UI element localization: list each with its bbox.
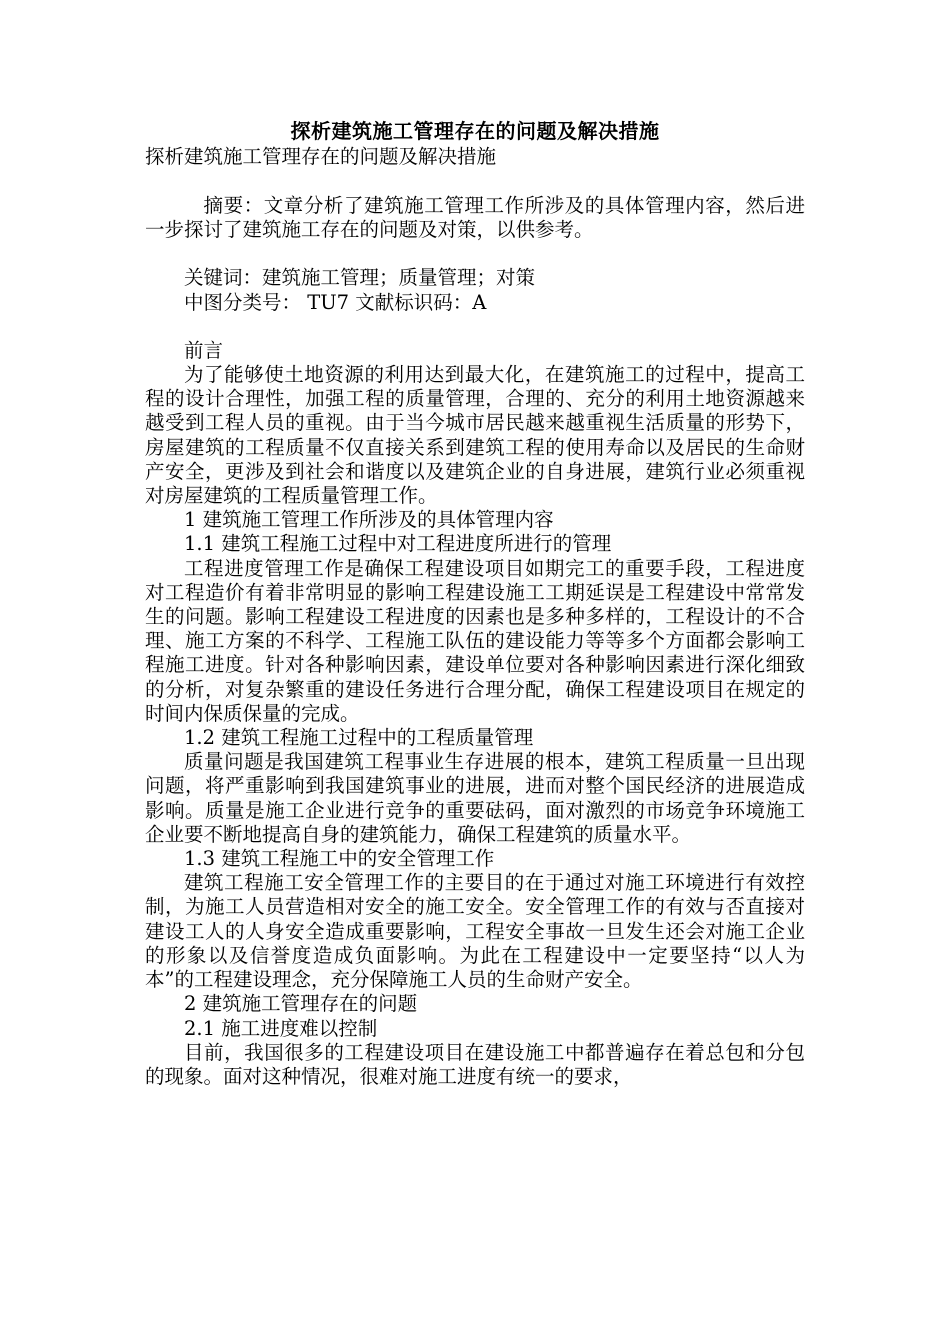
section-1-2-heading: 1.2 建筑工程施工过程中的工程质量管理 [184,726,534,750]
preface-paragraph: 为了能够使土地资源的利用达到最大化，在建筑施工的过程中，提高工程的设计合理性，加强工程的质量管理，合理的、充分的利用土地资源越来越受到工程人员的重视。由于当今城市居民越来越重视生活质量的形势下，房屋建筑的工程质量不仅直接关系到建筑工程的使用寿命以及居民的生命财产安全，更涉及到社会和谐度以及建筑企业的自身进展，建筑行业必须重视对房屋建筑的工程质量管理工作。 [145,363,805,508]
section-2-1-paragraph: 目前，我国很多的工程建设项目在建设施工中都普遍存在着总包和分包的现象。面对这种情况，很难对施工进度有统一的要求， [145,1040,805,1088]
section-2-heading: 2 建筑施工管理存在的问题 [184,992,418,1016]
document-body [145,118,805,1089]
section-1-3-heading: 1.3 建筑工程施工中的安全管理工作 [184,847,495,871]
classification-line: 中图分类号： TU7 文献标识码：A [184,290,487,314]
section-1-heading: 1 建筑施工管理工作所涉及的具体管理内容 [184,508,554,532]
spacer [145,170,805,194]
spacer [145,242,805,266]
section-1-3-paragraph: 建筑工程施工安全管理工作的主要目的在于通过对施工环境进行有效控制，为施工人员营造相对安全的施工安全。安全管理工作的有效与否直接对建设工人的人身安全造成重要影响，工程安全事故一旦发生还会对施工企业的形象以及信誉度造成负面影响。为此在工程建设中一定要坚持“以人为本”的工程建设理念，充分保障施工人员的生命财产安全。 [145,871,805,992]
section-1-1-heading: 1.1 建筑工程施工过程中对工程进度所进行的管理 [184,532,612,556]
document-subtitle: 探析建筑施工管理存在的问题及解决措施 [145,145,497,168]
section-1-2-paragraph: 质量问题是我国建筑工程事业生存进展的根本，建筑工程质量一旦出现问题，将严重影响到我国建筑事业的进展，进而对整个国民经济的进展造成影响。质量是施工企业进行竞争的重要砝码，面对激烈的市场竞争环境施工企业要不断地提高自身的建筑能力，确保工程建筑的质量水平。 [145,750,805,846]
document-title: 探析建筑施工管理存在的问题及解决措施 [290,119,660,143]
section-2-1-heading: 2.1 施工进度难以控制 [184,1016,378,1040]
section-1-1-paragraph: 工程进度管理工作是确保工程建设项目如期完工的重要手段，工程进度对工程造价有着非常明显的影响工程建设施工工期延误是工程建设中常常发生的问题。影响工程建设工程进度的因素也是多种多样的，工程设计的不合理、施工方案的不科学、工程施工队伍的建设能力等等多个方面都会影响工程施工进度。针对各种影响因素，建设单位要对各种影响因素进行深化细致的分析，对复杂繁重的建设任务进行合理分配，确保工程建设项目在规定的时间内保质保量的完成。 [145,556,805,725]
spacer [145,315,805,339]
abstract-paragraph: 摘要：文章分析了建筑施工管理工作所涉及的具体管理内容，然后进一步探讨了建筑施工存在的问题及对策，以供参考。 [145,194,805,242]
preface-heading: 前言 [184,338,224,362]
keywords-line: 关键词：建筑施工管理；质量管理；对策 [184,266,536,290]
